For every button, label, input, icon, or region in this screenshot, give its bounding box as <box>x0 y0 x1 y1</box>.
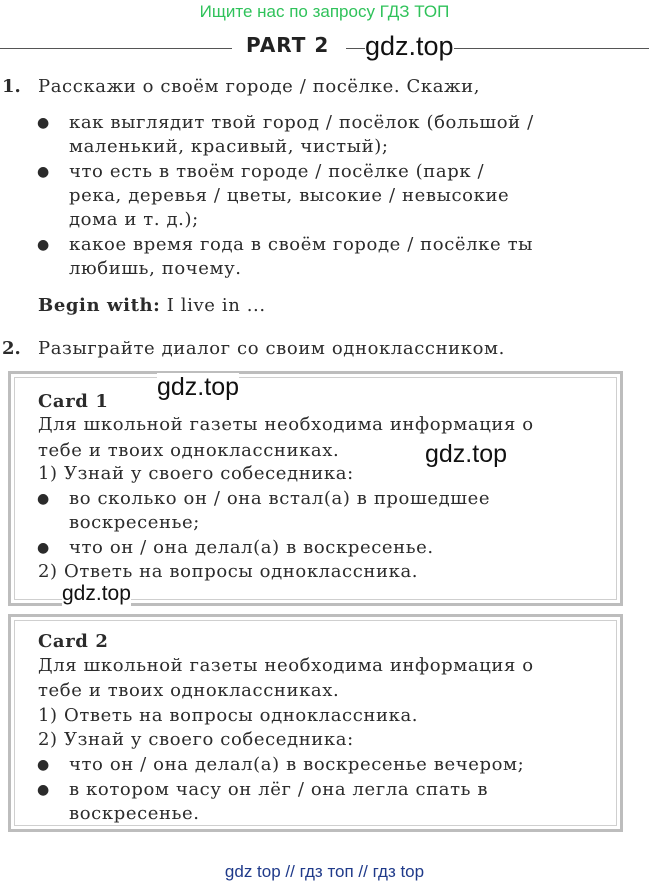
footer-links[interactable]: gdz top // гдз топ // гдз top <box>224 862 425 881</box>
card-1-line-2: тебе и твоих одноклассниках. <box>38 440 340 461</box>
card-2-line-3: 1) Ответь на вопросы одноклассника. <box>38 705 419 726</box>
card-2-bullet-1: что он / она делал(а) в воскресенье вечером; <box>69 754 525 775</box>
task-1-bullet-2-line-3: дома и т. д.); <box>69 209 199 230</box>
card-1-bullet-1-line-1: во сколько он / она встал(а) в прошедшее <box>69 488 491 509</box>
task-1-bullet-1-line-1: как выглядит твой город / посёлок (большой / <box>69 112 534 133</box>
card-2-line-4: 2) Узнай у своего собеседника: <box>38 729 354 750</box>
card-1-title: Card 1 <box>38 391 109 412</box>
bullet-icon: ● <box>37 540 50 556</box>
task-1-bullet-3-line-1: какое время года в своём городе / посёлке ты <box>69 234 534 255</box>
divider-left <box>0 48 232 49</box>
card-1-line-1: Для школьной газеты необходима информация о <box>38 414 534 435</box>
card-1-last-line: 2) Ответь на вопросы одноклассника. <box>38 561 419 582</box>
begin-with <box>38 295 266 316</box>
task-1-bullet-3-line-2: любишь, почему. <box>69 258 242 279</box>
task-1-number: 1. <box>2 76 21 97</box>
task-1-bullet-2-line-1: что есть в твоём городе / посёлке (парк / <box>69 161 485 182</box>
card-2-title: Card 2 <box>38 631 109 652</box>
begin-with-label: Begin with: <box>38 295 161 316</box>
card-2-bullet-2-line-1: в котором часу он лёг / она легла спать в <box>69 779 489 800</box>
card-2-line-1: Для школьной газеты необходима информация о <box>38 655 534 676</box>
card-1-bullet-1-line-2: воскресенье; <box>69 512 200 533</box>
card-1-bullet-2: что он / она делал(а) в воскресенье. <box>69 537 434 558</box>
task-1-text: Расскажи о своём городе / посёлке. Скажи, <box>38 76 481 97</box>
watermark: gdz.top <box>365 31 454 61</box>
bullet-icon: ● <box>37 164 50 180</box>
task-2-number: 2. <box>2 338 21 359</box>
watermark: gdz.top <box>62 582 131 605</box>
begin-with-text: I live in ... <box>166 295 266 316</box>
watermark: gdz.top <box>425 440 508 468</box>
task-1-bullet-1-line-2: маленький, красивый, чистый); <box>69 136 389 157</box>
top-banner[interactable]: Ищите нас по запросу ГДЗ ТОП <box>199 2 450 21</box>
part-title: PART 2 <box>246 33 330 57</box>
bullet-icon: ● <box>37 782 50 798</box>
bullet-icon: ● <box>37 491 50 507</box>
task-1-bullet-2-line-2: река, деревья / цветы, высокие / невысокие <box>69 185 510 206</box>
card-1-line-3: 1) Узнай у своего собеседника: <box>38 463 354 484</box>
bullet-icon: ● <box>37 115 50 131</box>
bullet-icon: ● <box>37 237 50 253</box>
bullet-icon: ● <box>37 757 50 773</box>
card-2-bullet-2-line-2: воскресенье. <box>69 803 200 824</box>
task-2-text: Разыграйте диалог со своим одноклассником. <box>38 338 505 359</box>
part-header <box>0 30 649 64</box>
watermark: gdz.top <box>157 373 240 401</box>
card-2-line-2: тебе и твоих одноклассниках. <box>38 680 340 701</box>
